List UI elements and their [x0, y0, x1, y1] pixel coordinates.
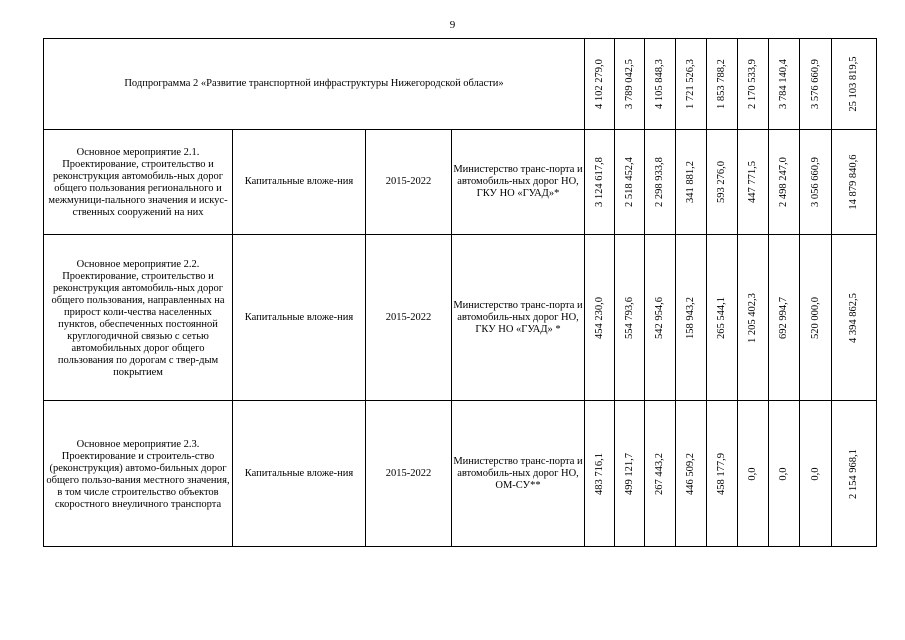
- value-cell: 0,0: [769, 401, 800, 547]
- value-cell: 3 576 660,9: [800, 39, 832, 130]
- value-cell: 0,0: [800, 401, 832, 547]
- value-cell: 4 105 848,3: [645, 39, 676, 130]
- value-cell: 158 943,2: [676, 235, 707, 401]
- value-cell: 2 518 452,4: [615, 130, 645, 235]
- value-cell: 446 509,2: [676, 401, 707, 547]
- total-cell: 4 394 862,5: [832, 235, 877, 401]
- total-cell: 25 103 819,5: [832, 39, 877, 130]
- value-cell: 3 124 617,8: [585, 130, 615, 235]
- value-cell: 265 544,1: [707, 235, 738, 401]
- period: 2015-2022: [366, 401, 452, 547]
- total-cell: 14 879 840,6: [832, 130, 877, 235]
- subprogram-title: Подпрограмма 2 «Развитие транспортной инфраструктуры Нижегородской области»: [44, 39, 585, 130]
- executor: Министерство транс-порта и автомобиль-ных дорог НО, ГКУ НО «ГУАД»*: [452, 130, 585, 235]
- value-cell: 2 498 247,0: [769, 130, 800, 235]
- value-cell: 341 881,2: [676, 130, 707, 235]
- page-number: 9: [449, 19, 456, 31]
- event-row: [44, 401, 877, 547]
- value-cell: 1 721 526,3: [676, 39, 707, 130]
- value-cell: 3 056 660,9: [800, 130, 832, 235]
- value-cell: 3 784 140,4: [769, 39, 800, 130]
- executor: Министерство транс-порта и автомобиль-ных дорог НО, ОМ-СУ**: [452, 401, 585, 547]
- period: 2015-2022: [366, 235, 452, 401]
- executor: Министерство транс-порта и автомобиль-ных дорог НО, ГКУ НО «ГУАД» *: [452, 235, 585, 401]
- event-name: Основное мероприятие 2.3. Проектирование и строитель-ство (реконструкция) автомо-бильных дорог общего пользо-вания местного значения, в том числе строительство объектов скоростного внеуличного транспорта: [44, 401, 233, 547]
- value-cell: 2 298 933,8: [645, 130, 676, 235]
- event-name: Основное мероприятие 2.2. Проектирование, строительство и реконструкция автомобиль-ных дорог общего пользования, направленных на прирост коли-чества населенных пунктов, обеспеченных постоянной круглогодичной связью с сетью автомобильных дорог общего пользования по дорогам с твер-дым покрытием: [44, 235, 233, 401]
- value-cell: 520 000,0: [800, 235, 832, 401]
- value-cell: 458 177,9: [707, 401, 738, 547]
- funding-type: Капитальные вложе-ния: [233, 130, 366, 235]
- value-cell: 447 771,5: [738, 130, 769, 235]
- value-cell: 0,0: [738, 401, 769, 547]
- value-cell: 454 230,0: [585, 235, 615, 401]
- funding-type: Капитальные вложе-ния: [233, 235, 366, 401]
- value-cell: 554 793,6: [615, 235, 645, 401]
- value-cell: 499 121,7: [615, 401, 645, 547]
- value-cell: 483 716,1: [585, 401, 615, 547]
- value-cell: 3 789 042,5: [615, 39, 645, 130]
- value-cell: 593 276,0: [707, 130, 738, 235]
- period: 2015-2022: [366, 130, 452, 235]
- event-row: [44, 130, 877, 235]
- value-cell: 2 170 533,9: [738, 39, 769, 130]
- value-cell: 267 443,2: [645, 401, 676, 547]
- value-cell: 1 205 402,3: [738, 235, 769, 401]
- value-cell: 692 994,7: [769, 235, 800, 401]
- total-cell: 2 154 968,1: [832, 401, 877, 547]
- value-cell: 1 853 788,2: [707, 39, 738, 130]
- value-cell: 4 102 279,0: [585, 39, 615, 130]
- funding-type: Капитальные вложе-ния: [233, 401, 366, 547]
- event-name: Основное мероприятие 2.1. Проектирование, строительство и реконструкция автомобиль-ных дорог общего пользования регионального и межмуници-пального значения и искус-ственных сооружений на них: [44, 130, 233, 235]
- event-row: [44, 235, 877, 401]
- subprogram-row: [44, 39, 877, 130]
- budget-table: [43, 38, 877, 547]
- value-cell: 542 954,6: [645, 235, 676, 401]
